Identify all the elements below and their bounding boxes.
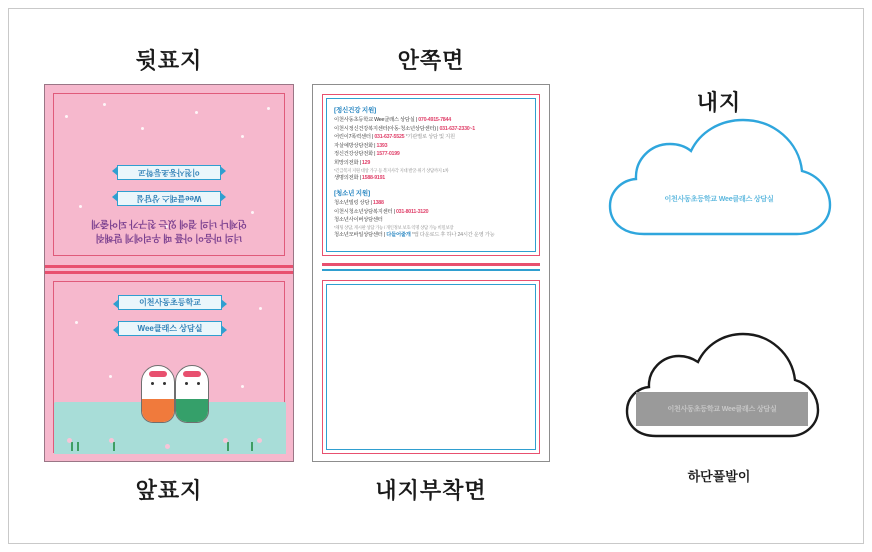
contact-label: 이천사동초등학교 Wee클래스 상담실 — [334, 117, 415, 123]
character-left-eye — [163, 382, 166, 385]
back-cover-content — [55, 99, 283, 254]
contact-line: 자살예방상담전화 | 1393 — [334, 142, 388, 149]
contact-line: 청소년모바일상담센터 | 다들어줄개 *앱 다운로드 후 하나 24시간 운영 가능 — [334, 231, 495, 238]
character-right-eye — [185, 382, 188, 385]
contact-label: 이천시청소년상담복지센터 — [334, 208, 393, 215]
section2-title: [청소년 지원] — [334, 190, 370, 198]
contact-number: 031-8011-3120 — [395, 208, 429, 215]
back-cover-ribbon-1: Wee클래스 상담실 — [117, 191, 221, 206]
contact-number: 031-637-5525 — [374, 134, 405, 141]
contact-line: 이천사동초등학교 Wee클래스 상담실 | 070-4915-7844 — [334, 117, 451, 123]
front-cover-ribbon-1: 이천사동초등학교 — [118, 295, 222, 310]
cloud-bottom-label: 이천사동초등학교 Wee클래스 상담실 — [667, 406, 777, 413]
inside-panel — [312, 84, 550, 462]
contact-number: 다들어줄개 — [386, 231, 411, 238]
contact-label: 청소년빌링 상담 — [334, 200, 370, 207]
caption-bottom-foot: 하단풀발이 — [687, 469, 751, 484]
plant-sprig — [77, 442, 79, 451]
contact-number: 070-4915-7844 — [418, 117, 451, 123]
plant-sprig — [71, 442, 73, 451]
plant-sprig — [113, 442, 115, 451]
back-cover-title-line2: 언제나 너의 곁에 있는 친구가 되어줄게 — [91, 218, 247, 229]
cover-panel — [44, 84, 294, 462]
contact-number: 1388 — [372, 200, 384, 207]
contact-label: 자살예방상담전화 — [334, 142, 373, 149]
contact-note: *기관별로 상담 및 지원 — [405, 134, 455, 141]
contact-label: 청소년모바일상담센터 — [334, 231, 383, 238]
inside-divider-pink — [322, 263, 540, 266]
contact-line: 생명의전화 | 1588-9191 — [334, 174, 386, 181]
inside-attach-box — [322, 280, 540, 454]
contact-line — [334, 216, 528, 225]
character-left-eye — [151, 382, 154, 385]
section1-title: [정신건강 지원] — [334, 107, 377, 114]
cloud-top-label: 이천사동초등학교 Wee클래스 상담실 — [664, 196, 774, 203]
character-right-eye — [197, 382, 200, 385]
blossom — [257, 438, 262, 443]
cloud-bottom-foot — [622, 330, 822, 450]
contact-number: 031-637-2330~1 — [439, 125, 475, 132]
contact-line: 이천시청소년상담복지센터 | 031-8011-3120 — [334, 208, 429, 215]
contact-note: *긴급복지 지원 대상 가구 등 복지사각 지대 발굴·위기 상담까지 1차 — [334, 167, 449, 173]
contact-number: 1577-0199 — [376, 151, 400, 158]
contact-line: 청소년빌링 상담 | 1388 — [334, 200, 384, 207]
caption-inner-attach: 내지부착면 — [375, 478, 487, 503]
blossom — [67, 438, 72, 443]
caption-inner-page: 내지 — [696, 90, 742, 115]
character-left-pants — [141, 399, 175, 423]
cover-divider-top — [45, 265, 293, 268]
cloud-inner-page — [604, 116, 834, 246]
back-cover-ribbon-2: 이천사동초등학교 — [117, 165, 221, 180]
contact-number: 129 — [361, 159, 371, 166]
contact-label: 어린이7폭력센터 — [334, 134, 371, 141]
contact-label: 생명의전화 — [334, 174, 359, 181]
character-left-scarf — [149, 371, 167, 377]
front-cover-content — [45, 273, 295, 463]
front-cover-ribbon-2: Wee클래스 상담실 — [118, 321, 222, 336]
contact-line: 어린이7폭력센터 | 031-637-5525 *기관별로 상담 및 지원 — [334, 134, 455, 141]
plant-sprig — [227, 442, 229, 451]
cloud-shape-icon — [622, 330, 822, 450]
contact-note: *앱 다운로드 후 하나 24시간 운영 가능 — [411, 231, 495, 238]
contact-number: 1393 — [376, 142, 388, 149]
inside-divider-blue — [322, 269, 540, 271]
blossom — [223, 438, 228, 443]
cloud-shape-icon — [604, 116, 834, 246]
contact-line: 정신건강상담전화 | 1577-0199 — [334, 151, 400, 158]
character-right-pants — [175, 399, 209, 423]
inside-attach-box-inner — [326, 284, 536, 450]
contact-label: 희망의전화 — [334, 159, 359, 166]
plant-sprig — [251, 442, 253, 451]
contact-number: 1588-9191 — [361, 174, 386, 181]
contact-line: 이천시정신건강복지센터(아동·청소년상담센터) | 031-637-2330~1 — [334, 125, 475, 132]
contact-note: *채팅 상담, 게시판 상담 가능 / 개인정보 보호·익명 상담 가능 비밀보장 — [334, 224, 454, 230]
contact-label: 청소년사이버상담센터 — [334, 217, 383, 224]
inside-top-box-inner — [326, 98, 536, 252]
caption-front-cover: 앞표지 — [135, 478, 203, 503]
caption-back-cover: 뒷표지 — [135, 48, 203, 73]
back-cover-title-line1: 너의 마음이 아플 때 우리에게 말해줘 — [95, 232, 243, 243]
contact-label: 이천시정신건강복지센터(아동·청소년상담센터) — [334, 125, 436, 132]
blossom — [109, 438, 114, 443]
caption-inside: 안쪽면 — [397, 48, 465, 73]
character-right-scarf — [183, 371, 201, 377]
inside-top-box — [322, 94, 540, 256]
blossom — [165, 444, 170, 449]
contact-label: 정신건강상담전화 — [334, 151, 373, 158]
contact-line: 희망의전화 | 129 — [334, 159, 371, 166]
